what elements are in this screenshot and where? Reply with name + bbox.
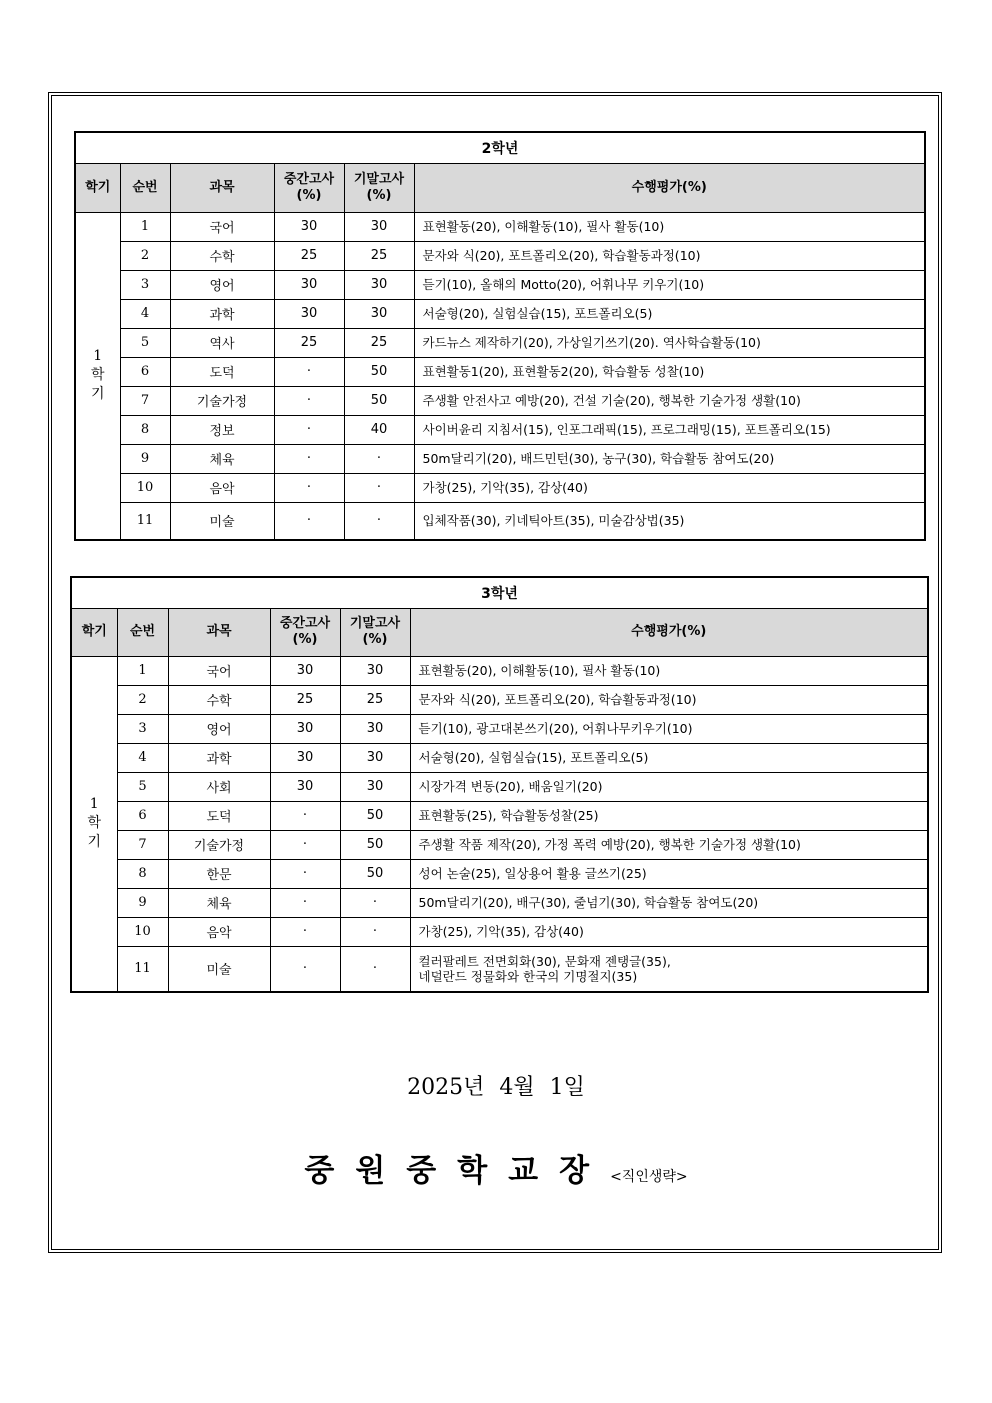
subject-cell: 음악 — [168, 917, 270, 946]
table-row — [75, 386, 925, 415]
order-cell: 8 — [117, 859, 168, 888]
midterm-cell: · — [270, 859, 340, 888]
midterm-cell: 30 — [274, 212, 344, 241]
subject-cell: 도덕 — [170, 357, 274, 386]
header-performance: 수행평가(%) — [410, 608, 928, 656]
table-row — [75, 415, 925, 444]
midterm-cell: · — [270, 917, 340, 946]
final-cell: 30 — [340, 714, 410, 743]
subject-cell: 음악 — [170, 473, 274, 502]
header-performance: 수행평가(%) — [414, 163, 925, 212]
semester-cell: 1 학 기 — [75, 212, 120, 540]
performance-cell: 서술형(20), 실험실습(15), 포트폴리오(5) — [410, 743, 928, 772]
performance-cell: 입체작품(30), 키네틱아트(35), 미술감상법(35) — [414, 502, 925, 540]
final-cell: 50 — [344, 357, 414, 386]
final-cell: 50 — [344, 386, 414, 415]
final-cell: · — [344, 473, 414, 502]
table-row — [75, 444, 925, 473]
subject-cell: 영어 — [168, 714, 270, 743]
final-cell: 40 — [344, 415, 414, 444]
performance-cell: 카드뉴스 제작하기(20), 가상일기쓰기(20). 역사학습활동(10) — [414, 328, 925, 357]
header-midterm: 중간고사 (%) — [274, 163, 344, 212]
performance-cell: 가창(25), 기악(35), 감상(40) — [410, 917, 928, 946]
subject-cell: 정보 — [170, 415, 274, 444]
final-cell: 50 — [340, 830, 410, 859]
final-cell: 50 — [340, 801, 410, 830]
subject-cell: 수학 — [170, 241, 274, 270]
table-row — [71, 772, 928, 801]
midterm-cell: 30 — [270, 656, 340, 685]
table-row — [71, 656, 928, 685]
subject-cell: 도덕 — [168, 801, 270, 830]
midterm-cell: 30 — [274, 270, 344, 299]
table-row — [71, 685, 928, 714]
midterm-cell: · — [274, 502, 344, 540]
final-cell: 30 — [340, 772, 410, 801]
performance-cell: 50m달리기(20), 배드민턴(30), 농구(30), 학습활동 참여도(20) — [414, 444, 925, 473]
header-semester: 학기 — [75, 163, 120, 212]
final-cell: · — [340, 888, 410, 917]
subject-cell: 미술 — [168, 946, 270, 992]
performance-cell: 표현활동(25), 학습활동성찰(25) — [410, 801, 928, 830]
subject-cell: 기술가정 — [170, 386, 274, 415]
order-cell: 4 — [117, 743, 168, 772]
order-cell: 2 — [117, 685, 168, 714]
subject-cell: 기술가정 — [168, 830, 270, 859]
table-title: 2학년 — [75, 132, 925, 163]
midterm-cell: · — [274, 357, 344, 386]
order-cell: 10 — [120, 473, 170, 502]
subject-cell: 과학 — [170, 299, 274, 328]
final-cell: 25 — [344, 328, 414, 357]
subject-cell: 미술 — [170, 502, 274, 540]
performance-cell: 문자와 식(20), 포트폴리오(20), 학습활동과정(10) — [410, 685, 928, 714]
order-cell: 5 — [120, 328, 170, 357]
midterm-cell: 30 — [270, 714, 340, 743]
table-row — [71, 801, 928, 830]
final-cell: · — [344, 502, 414, 540]
table-row — [71, 830, 928, 859]
table-row — [71, 917, 928, 946]
table-row — [71, 743, 928, 772]
table-row — [75, 328, 925, 357]
performance-cell: 주생활 안전사고 예방(20), 건설 기술(20), 행복한 기술가정 생활(10) — [414, 386, 925, 415]
order-cell: 11 — [117, 946, 168, 992]
order-cell: 5 — [117, 772, 168, 801]
header-subject: 과목 — [168, 608, 270, 656]
subject-cell: 체육 — [170, 444, 274, 473]
subject-cell: 체육 — [168, 888, 270, 917]
order-cell: 8 — [120, 415, 170, 444]
table-row — [75, 270, 925, 299]
semester-cell: 1 학 기 — [71, 656, 117, 992]
principal-signature: 중원중학교장 — [304, 1153, 611, 1189]
midterm-cell: · — [274, 473, 344, 502]
midterm-cell: 25 — [274, 241, 344, 270]
table-row — [71, 714, 928, 743]
performance-cell: 시장가격 변동(20), 배움일기(20) — [410, 772, 928, 801]
midterm-cell: 30 — [270, 772, 340, 801]
final-cell: 30 — [344, 270, 414, 299]
performance-cell: 표현활동(20), 이해활동(10), 필사 활동(10) — [414, 212, 925, 241]
signature-block — [0, 1145, 992, 1190]
table-row — [71, 946, 928, 992]
grade3-assessment-table — [70, 576, 929, 993]
seal-omitted-note: <직인생략> — [610, 1169, 688, 1185]
grade2-assessment-table — [74, 131, 926, 541]
order-cell: 11 — [120, 502, 170, 540]
final-cell: · — [340, 946, 410, 992]
midterm-cell: · — [270, 801, 340, 830]
performance-cell: 사이버윤리 지침서(15), 인포그래픽(15), 프로그래밍(15), 포트폴리오(15) — [414, 415, 925, 444]
midterm-cell: · — [274, 415, 344, 444]
table-row — [71, 888, 928, 917]
performance-cell: 문자와 식(20), 포트폴리오(20), 학습활동과정(10) — [414, 241, 925, 270]
midterm-cell: 30 — [270, 743, 340, 772]
final-cell: 30 — [344, 212, 414, 241]
header-semester: 학기 — [71, 608, 117, 656]
document-date: 2025년 4월 1일 — [407, 1075, 585, 1100]
performance-cell: 표현활동1(20), 표현활동2(20), 학습활동 성찰(10) — [414, 357, 925, 386]
header-subject: 과목 — [170, 163, 274, 212]
midterm-cell: 25 — [274, 328, 344, 357]
final-cell: · — [344, 444, 414, 473]
performance-cell: 성어 논술(25), 일상용어 활용 글쓰기(25) — [410, 859, 928, 888]
order-cell: 9 — [120, 444, 170, 473]
subject-cell: 국어 — [168, 656, 270, 685]
performance-cell: 가창(25), 기악(35), 감상(40) — [414, 473, 925, 502]
order-cell: 6 — [117, 801, 168, 830]
order-cell: 3 — [120, 270, 170, 299]
subject-cell: 한문 — [168, 859, 270, 888]
performance-cell: 50m달리기(20), 배구(30), 줄넘기(30), 학습활동 참여도(20) — [410, 888, 928, 917]
final-cell: 25 — [340, 685, 410, 714]
order-cell: 7 — [120, 386, 170, 415]
performance-cell: 컬러팔레트 전면회화(30), 문화재 젠탱글(35), 네덜란드 정물화와 한국의 기명절지(35) — [410, 946, 928, 992]
order-cell: 3 — [117, 714, 168, 743]
header-order: 순번 — [120, 163, 170, 212]
order-cell: 2 — [120, 241, 170, 270]
table-row — [75, 241, 925, 270]
subject-cell: 영어 — [170, 270, 274, 299]
table-row — [75, 299, 925, 328]
order-cell: 10 — [117, 917, 168, 946]
final-cell: 50 — [340, 859, 410, 888]
subject-cell: 수학 — [168, 685, 270, 714]
header-final: 기말고사 (%) — [344, 163, 414, 212]
order-cell: 4 — [120, 299, 170, 328]
table-row — [75, 357, 925, 386]
header-order: 순번 — [117, 608, 168, 656]
performance-cell: 표현활동(20), 이해활동(10), 필사 활동(10) — [410, 656, 928, 685]
final-cell: 30 — [340, 743, 410, 772]
subject-cell: 역사 — [170, 328, 274, 357]
table-row — [75, 212, 925, 241]
subject-cell: 과학 — [168, 743, 270, 772]
midterm-cell: · — [270, 946, 340, 992]
final-cell: 25 — [344, 241, 414, 270]
table-row — [71, 859, 928, 888]
table-title: 3학년 — [71, 577, 928, 608]
midterm-cell: · — [270, 888, 340, 917]
order-cell: 1 — [117, 656, 168, 685]
final-cell: 30 — [340, 656, 410, 685]
performance-cell: 듣기(10), 광고대본쓰기(20), 어휘나무키우기(10) — [410, 714, 928, 743]
midterm-cell: · — [270, 830, 340, 859]
performance-cell: 듣기(10), 올해의 Motto(20), 어휘나무 키우기(10) — [414, 270, 925, 299]
table-row — [75, 502, 925, 540]
header-midterm: 중간고사 (%) — [270, 608, 340, 656]
order-cell: 6 — [120, 357, 170, 386]
midterm-cell: 25 — [270, 685, 340, 714]
final-cell: · — [340, 917, 410, 946]
final-cell: 30 — [344, 299, 414, 328]
performance-cell: 주생활 작품 제작(20), 가정 폭력 예방(20), 행복한 기술가정 생활(10) — [410, 830, 928, 859]
header-final: 기말고사 (%) — [340, 608, 410, 656]
midterm-cell: · — [274, 386, 344, 415]
order-cell: 1 — [120, 212, 170, 241]
midterm-cell: · — [274, 444, 344, 473]
order-cell: 9 — [117, 888, 168, 917]
subject-cell: 국어 — [170, 212, 274, 241]
midterm-cell: 30 — [274, 299, 344, 328]
order-cell: 7 — [117, 830, 168, 859]
table-row — [75, 473, 925, 502]
subject-cell: 사회 — [168, 772, 270, 801]
performance-cell: 서술형(20), 실험실습(15), 포트폴리오(5) — [414, 299, 925, 328]
